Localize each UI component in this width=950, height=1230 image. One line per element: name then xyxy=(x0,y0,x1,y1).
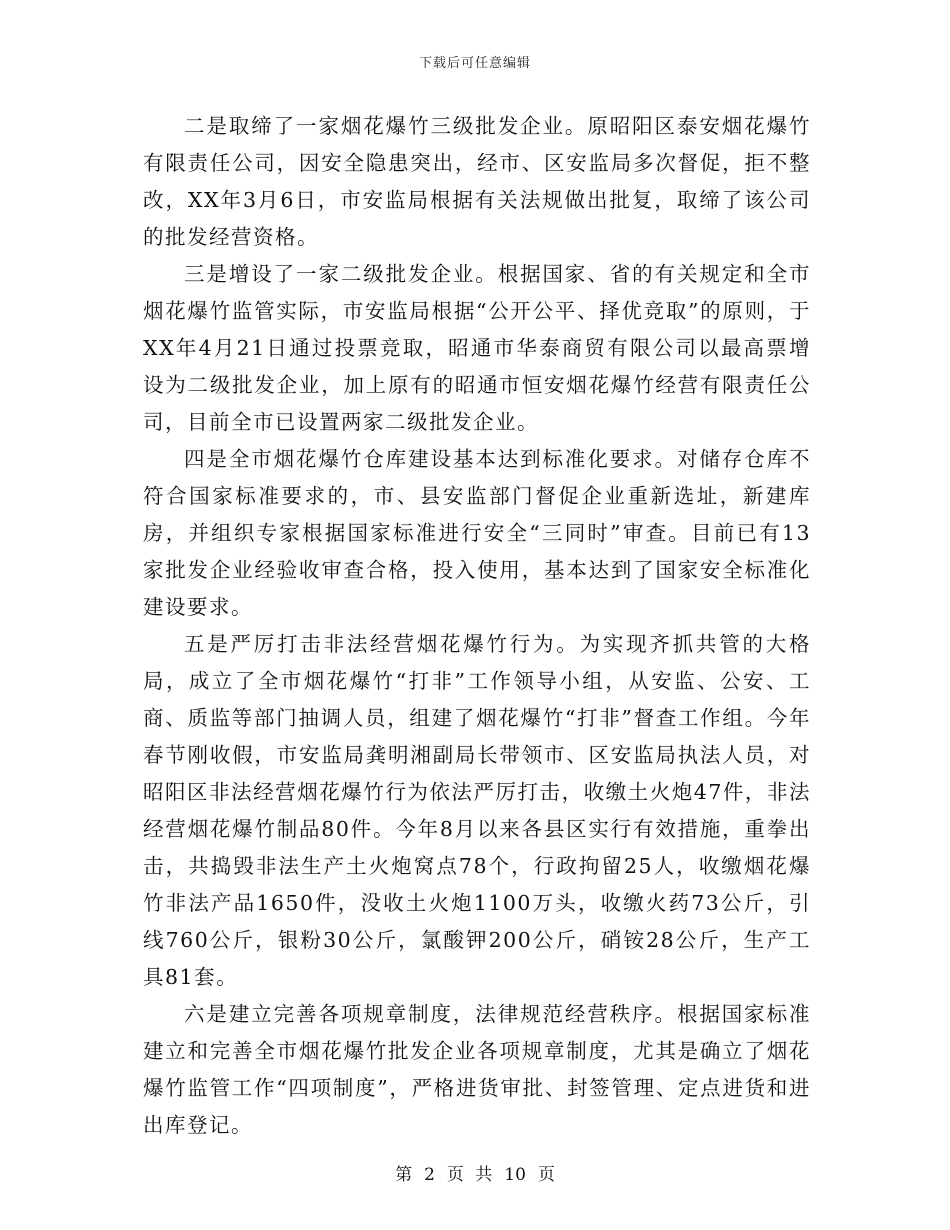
footer-prefix: 第 xyxy=(395,1165,413,1185)
paragraph-4: 四是全市烟花爆竹仓库建设基本达到标准化要求。对储存仓库不符合国家标准要求的，市、县安监部门督促企业重新选址，新建库房，并组织专家根据国家标准进行安全“三同时”审查。目前已有13家批发企业经验收审查合格，投入使用，基本达到了国家安全标准化建设要求。 xyxy=(143,447,811,619)
document-body xyxy=(143,108,811,1144)
paragraph-3: 三是增设了一家二级批发企业。根据国家、省的有关规定和全市烟花爆竹监管实际，市安监局根据“公开公平、择优竞取”的原则，于XX年4月21日通过投票竞取，昭通市华泰商贸有限公司以最高票增设为二级批发企业，加上原有的昭通市恒安烟花爆竹经营有限责任公司，目前全市已设置两家二级批发企业。 xyxy=(143,262,811,434)
paragraph-6: 六是建立完善各项规章制度，法律规范经营秩序。根据国家标准建立和完善全市烟花爆竹批发企业各项规章制度，尤其是确立了烟花爆竹监管工作“四项制度”，严格进货审批、封签管理、定点进货和进出库登记。 xyxy=(143,1002,811,1137)
footer-middle: 页 共 xyxy=(446,1165,493,1185)
page-header-note: 下载后可任意编辑 xyxy=(418,56,531,71)
paragraph-5: 五是严厉打击非法经营烟花爆竹行为。为实现齐抓共管的大格局，成立了全市烟花爆竹“打非”工作领导小组，从安监、公安、工商、质监等部门抽调人员，组建了烟花爆竹“打非”督查工作组。今年春节刚收假，市安监局龚明湘副局长带领市、区安监局执法人员，对昭阳区非法经营烟花爆竹行为依法严厉打击，收缴土火炮47件，非法经营烟花爆竹制品80件。今年8月以来各县区实行有效措施，重拳出击，共捣毁非法生产土火炮窝点78个，行政拘留25人，收缴烟花爆竹非法产品1650件，没收土火炮1100万头，收缴火药73公斤，引线760公斤，银粉30公斤，氯酸钾200公斤，硝铵28公斤，生产工具81套。 xyxy=(143,632,811,989)
footer-total-pages: 10 xyxy=(504,1165,526,1185)
footer-suffix: 页 xyxy=(537,1165,555,1185)
footer-page-number: 2 xyxy=(424,1165,435,1185)
page-footer xyxy=(0,1160,950,1185)
paragraph-2: 二是取缔了一家烟花爆竹三级批发企业。原昭阳区泰安烟花爆竹有限责任公司，因安全隐患突出，经市、区安监局多次督促，拒不整改，XX年3月6日，市安监局根据有关法规做出批复，取缔了该公司的批发经营资格。 xyxy=(143,114,811,249)
